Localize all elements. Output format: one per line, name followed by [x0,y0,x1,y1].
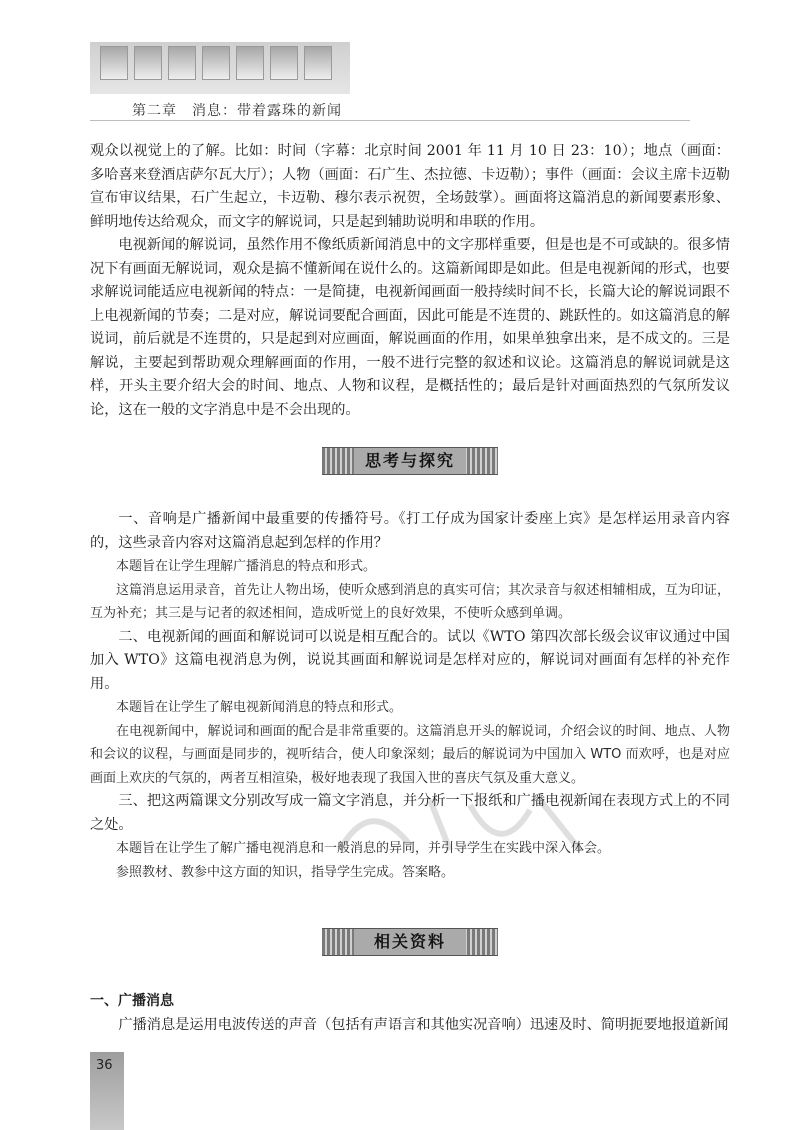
section-title-materials: 相关资料 [354,929,466,955]
answer-3-body: 参照教材、教参中这方面的知识，指导学生完成。答案略。 [116,864,455,880]
watermark [330,790,590,860]
section-banner-think [322,447,498,475]
question-3: 三、把这两篇课文分别改写成一篇文字消息，并分析一下报纸和广播电视新闻在表现方式上的不同之处。 [90,793,730,833]
question-1: 一、音响是广播新闻中最重要的传播符号。《打工仔成为国家计委座上宾》是怎样运用录音内容的，这些录音内容对这篇消息起到怎样的作用？ [90,511,730,551]
answer-2-body: 在电视新闻中，解说词和画面的配合是非常重要的。这篇消息开头的解说词，介绍会议的时间、地点、人物和会议的议程，与画面是同步的，视听结合，使人印象深刻；最后的解说词为中国加入 WTO 而欢呼，也是对应画面上欢庆的气氛的，两者互相渲染，极好地表现了我国入世的喜庆气氛及重大意义。 [90,723,730,786]
running-header [90,42,710,124]
answer-1-aim: 本题旨在让学生理解广播消息的特点和形式。 [116,559,377,574]
chapter-title: 第二章 消息：带着露珠的新闻 [132,103,342,119]
answer-3-aim: 本题旨在让学生了解广播电视消息和一般消息的异同，并引导学生在实践中深入体会。 [116,841,611,856]
intro-paragraph-2: 电视新闻的解说词，虽然作用不像纸质新闻消息中的文字那样重要，但是也是不可或缺的。很多情况下有画面无解说词，观众是搞不懂新闻在说什么的。这篇新闻即是如此。但是电视新闻的形式，也要求解说词能适应电视新闻的特点：一是简捷，电视新闻画面一般持续时间不长，长篇大论的解说词跟不上电视新闻的节奏；二是对应，解说词要配合画面，因此可能是不连贯的、跳跃性的。如这篇消息的解说词，前后就是不连贯的，只是起到对应画面，解说画面的作用，如果单独拿出来，是不成文的。三是解说，主要起到帮助观众理解画面的作用，一般不进行完整的叙述和议论。这篇消息的解说词就是这样，开头主要介绍大会的时间、地点、人物和议程，是概括性的；最后是针对画面热烈的气氛所发议论，这在一般的文字消息中是不会出现的。 [90,237,730,418]
materials-section-body [90,990,730,1037]
page-number: 36 [96,1058,113,1073]
answer-2-aim: 本题旨在让学生了解电视新闻消息的特点和形式。 [116,700,403,715]
page-number-tab [90,1052,124,1130]
scan-top-margin [0,0,800,42]
header-decoration [90,42,350,94]
answer-1-body: 这篇消息运用录音，首先让人物出场，使听众感到消息的真实可信；其次录音与叙述相辅相成，互为印证，互为补充；其三是与记者的叙述相间，造成听觉上的良好效果，不使听众感到单调。 [90,582,730,621]
section-banner-materials [322,928,498,956]
header-rule [90,120,690,121]
question-2: 二、电视新闻的画面和解说词可以说是相互配合的。试以《WTO 第四次部长级会议审议通过中国加入 WTO》这篇电视消息为例，说说其画面和解说词是怎样对应的，解说词对画面有怎样的补充作用。 [90,628,730,692]
section-title-think: 思考与探究 [354,448,466,474]
intro-paragraph-1: 观众以视觉上的了解。比如：时间（字幕：北京时间 2001 年 11 月 10 日 23：10）；地点（画面：多哈喜来登酒店萨尔瓦大厅）；人物（画面：石广生、杰拉德、卡迈勒）；事件（画面：会议主席卡迈勒宣布审议结果，石广生起立，卡迈勒、穆尔表示祝贺，全场鼓掌）。画面将这篇消息的新闻要素形象、鲜明地传达给观众，而文字的解说词，只是起到辅助说明和串联的作用。 [90,143,730,230]
materials-subhead: 一、广播消息 [90,993,174,1009]
intro-text [90,140,730,422]
materials-paragraph-1: 广播消息是运用电波传送的声音（包括有声语言和其他实况音响）迅速及时、简明扼要地报道新闻 [118,1016,729,1033]
